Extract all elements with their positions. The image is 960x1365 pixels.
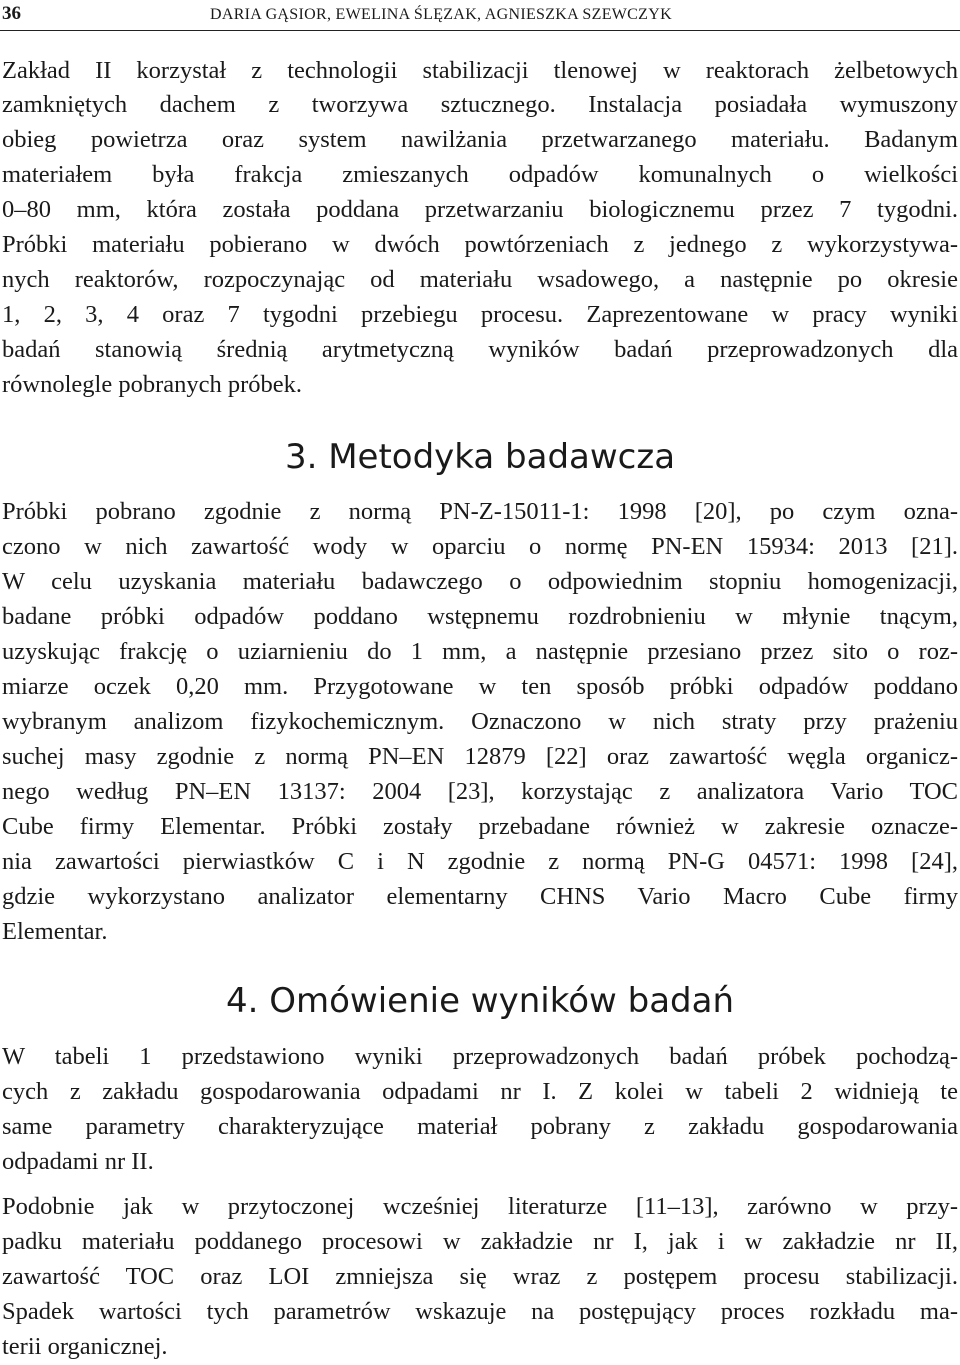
text-line: 0–80 mm, która została poddana przetwarzaniu biologicznemu przez 7 tygodni. — [2, 196, 958, 223]
text-line: materiałem była frakcja zmieszanych odpadów komunalnych o wielkości — [2, 161, 958, 188]
text-line: miarze oczek 0,20 mm. Przygotowane w ten sposób próbki odpadów poddano — [2, 673, 958, 700]
page-header — [0, 0, 960, 30]
text-line: same parametry charakteryzujące materiał pobrany z zakładu gospodarowania — [2, 1113, 958, 1140]
header-rule — [0, 30, 960, 31]
page-number: 36 — [2, 3, 21, 24]
text-line: Elementar. — [2, 918, 108, 945]
text-line: Próbki pobrano zgodnie z normą PN-Z-15011-1: 1998 [20], po czym ozna- — [2, 498, 958, 525]
text-line: obieg powietrza oraz system nawilżania przetwarzanego materiału. Badanym — [2, 126, 958, 153]
text-line: nia zawartości pierwiastków C i N zgodnie z normą PN-G 04571: 1998 [24], — [2, 848, 958, 875]
text-line: wybranym analizom fizykochemicznym. Oznaczono w nich straty przy prażeniu — [2, 708, 958, 735]
text-line: W tabeli 1 przedstawiono wyniki przeprowadzonych badań próbek pochodzą- — [2, 1043, 958, 1070]
section-heading-results: 4. Omówienie wyników badań — [225, 981, 735, 1021]
text-line: cych z zakładu gospodarowania odpadami nr I. Z kolei w tabeli 2 widnieją te — [2, 1078, 958, 1105]
text-line: gdzie wykorzystano analizator elementarny CHNS Vario Macro Cube firmy — [2, 883, 958, 910]
text-line: badane próbki odpadów poddano wstępnemu rozdrobnieniu w młynie tnącym, — [2, 603, 958, 630]
text-line: W celu uzyskania materiału badawczego o odpowiednim stopniu homogenizacji, — [2, 568, 958, 595]
text-line: równolegle pobranych próbek. — [2, 371, 303, 398]
text-line: suchej masy zgodnie z normą PN–EN 12879 [22] oraz zawartość węgla organicz- — [2, 743, 958, 770]
text-line: padku materiału poddanego procesowi w zakładzie nr I, jak i w zakładzie nr II, — [2, 1228, 958, 1255]
text-line: badań stanowią średnią arytmetyczną wyników badań przeprowadzonych dla — [2, 336, 958, 363]
text-line: czono w nich zawartość wody w oparciu o normę PN-EN 15934: 2013 [21]. — [2, 533, 958, 560]
text-line: 1, 2, 3, 4 oraz 7 tygodni przebiegu procesu. Zaprezentowane w pracy wyniki — [2, 301, 958, 328]
text-line: zamkniętych dachem z tworzywa sztucznego. Instalacja posiadała wymuszony — [2, 91, 958, 118]
text-line: Spadek wartości tych parametrów wskazuje na postępujący proces rozkładu ma- — [2, 1298, 958, 1325]
section-heading-methodology: 3. Metodyka badawcza — [284, 437, 676, 477]
text-line: odpadami nr II. — [2, 1148, 154, 1175]
text-line: nego według PN–EN 13137: 2004 [23], korzystając z analizatora Vario TOC — [2, 778, 958, 805]
text-line: zawartość TOC oraz LOI zmniejsza się wraz z postępem procesu stabilizacji. — [2, 1263, 958, 1290]
text-line: Podobnie jak w przytoczonej wcześniej literaturze [11–13], zarówno w przy- — [2, 1193, 958, 1220]
text-line: nych reaktorów, rozpoczynając od materiału wsadowego, a następnie po okresie — [2, 266, 958, 293]
text-line: uzyskując frakcję o uziarnieniu do 1 mm, a następnie przesiano przez sito o roz- — [2, 638, 958, 665]
text-line: terii organicznej. — [2, 1333, 168, 1360]
text-line: Próbki materiału pobierano w dwóch powtórzeniach z jednego z wykorzystywa- — [2, 231, 958, 258]
text-line: Zakład II korzystał z technologii stabilizacji tlenowej w reaktorach żelbetowych — [2, 57, 958, 84]
text-line: Cube firmy Elementar. Próbki zostały przebadane również w zakresie oznacze- — [2, 813, 958, 840]
running-head-authors: DARIA GĄSIOR, EWELINA ŚLĘZAK, AGNIESZKA SZEWCZYK — [210, 6, 672, 23]
